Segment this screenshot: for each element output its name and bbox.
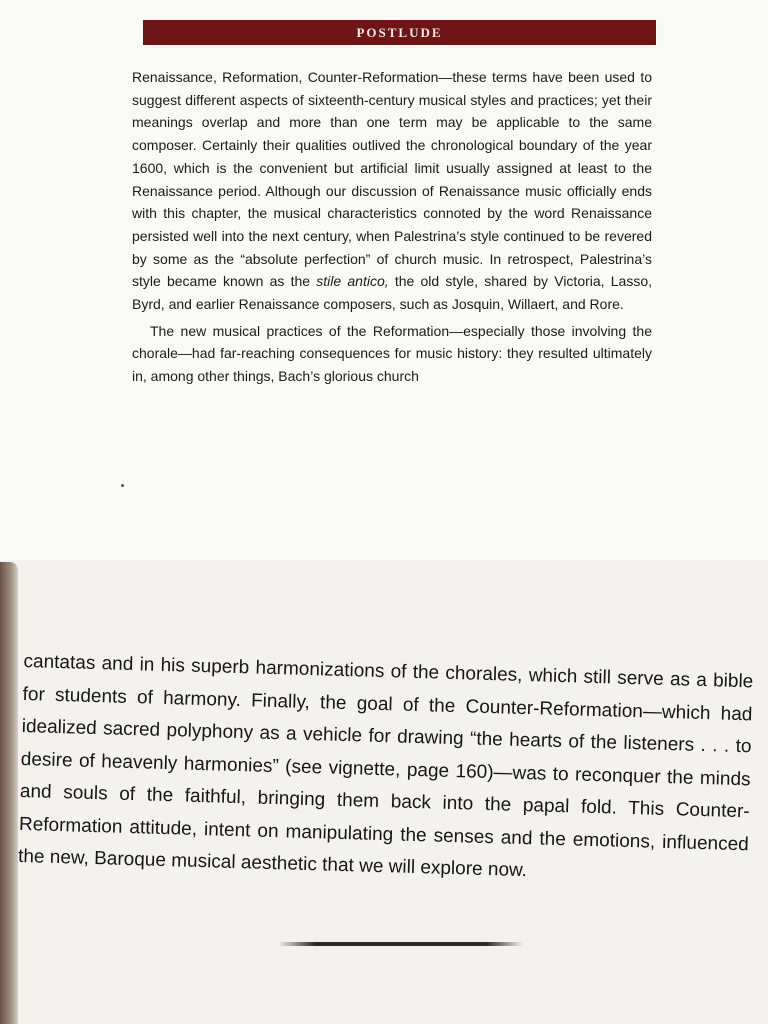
- section-title: POSTLUDE: [356, 24, 443, 40]
- paragraph-1: Renaissance, Reformation, Counter-Reformation—these terms have been used to suggest different aspects of sixteenth-century musical styles and practices; yet their meanings overlap and more than one term may be applicable to the same composer. Certainly their qualities outlived the chronological boundary of the year 1600, which is the convenient but artificial limit usually assigned at least to the Renaissance period. Although our discussion of Renaissance music officially ends with this chapter, the musical characteristics connoted by the word Renaissance persisted well into the next century, when Palestrina’s style continued to be revered by some as the “absolute perfection” of church music. In retrospect, Palestrina’s style became known as the stile antico, the old style, shared by Victoria, Lasso, Byrd, and earlier Renaissance composers, such as Josquin, Willaert, and Rore.: [132, 69, 652, 313]
- section-header: [143, 20, 656, 45]
- paragraph-continued: cantatas and in his superb harmonizations of the chorales, which still serve as a bible for students of harmony. Finally, the goal of the Counter-Reformation—which had idealized sacred polyphony as a vehicle for drawing “the hearts of the listeners . . . to desire of heavenly harmonies” (see vignette, page 160)—was to reconquer the minds and souls of the faithful, bringing them back into the papal fold. This Counter-Reformation attitude, intent on manipulating the senses and the emotions, influenced the new, Baroque musical aesthetic that we will explore now.: [17, 650, 754, 882]
- top-page-text: [132, 66, 652, 388]
- stray-mark: [121, 484, 124, 487]
- italic-term: stile antico,: [316, 273, 389, 290]
- book-spine: [0, 562, 18, 1024]
- paragraph-2: The new musical practices of the Reformation—especially those involving the chorale—had far-reaching consequences for music history: they resulted ultimately in, among other things, Bach’s glorious church: [132, 322, 652, 385]
- section-divider-rule: [278, 942, 523, 946]
- bottom-page-text: [18, 646, 754, 894]
